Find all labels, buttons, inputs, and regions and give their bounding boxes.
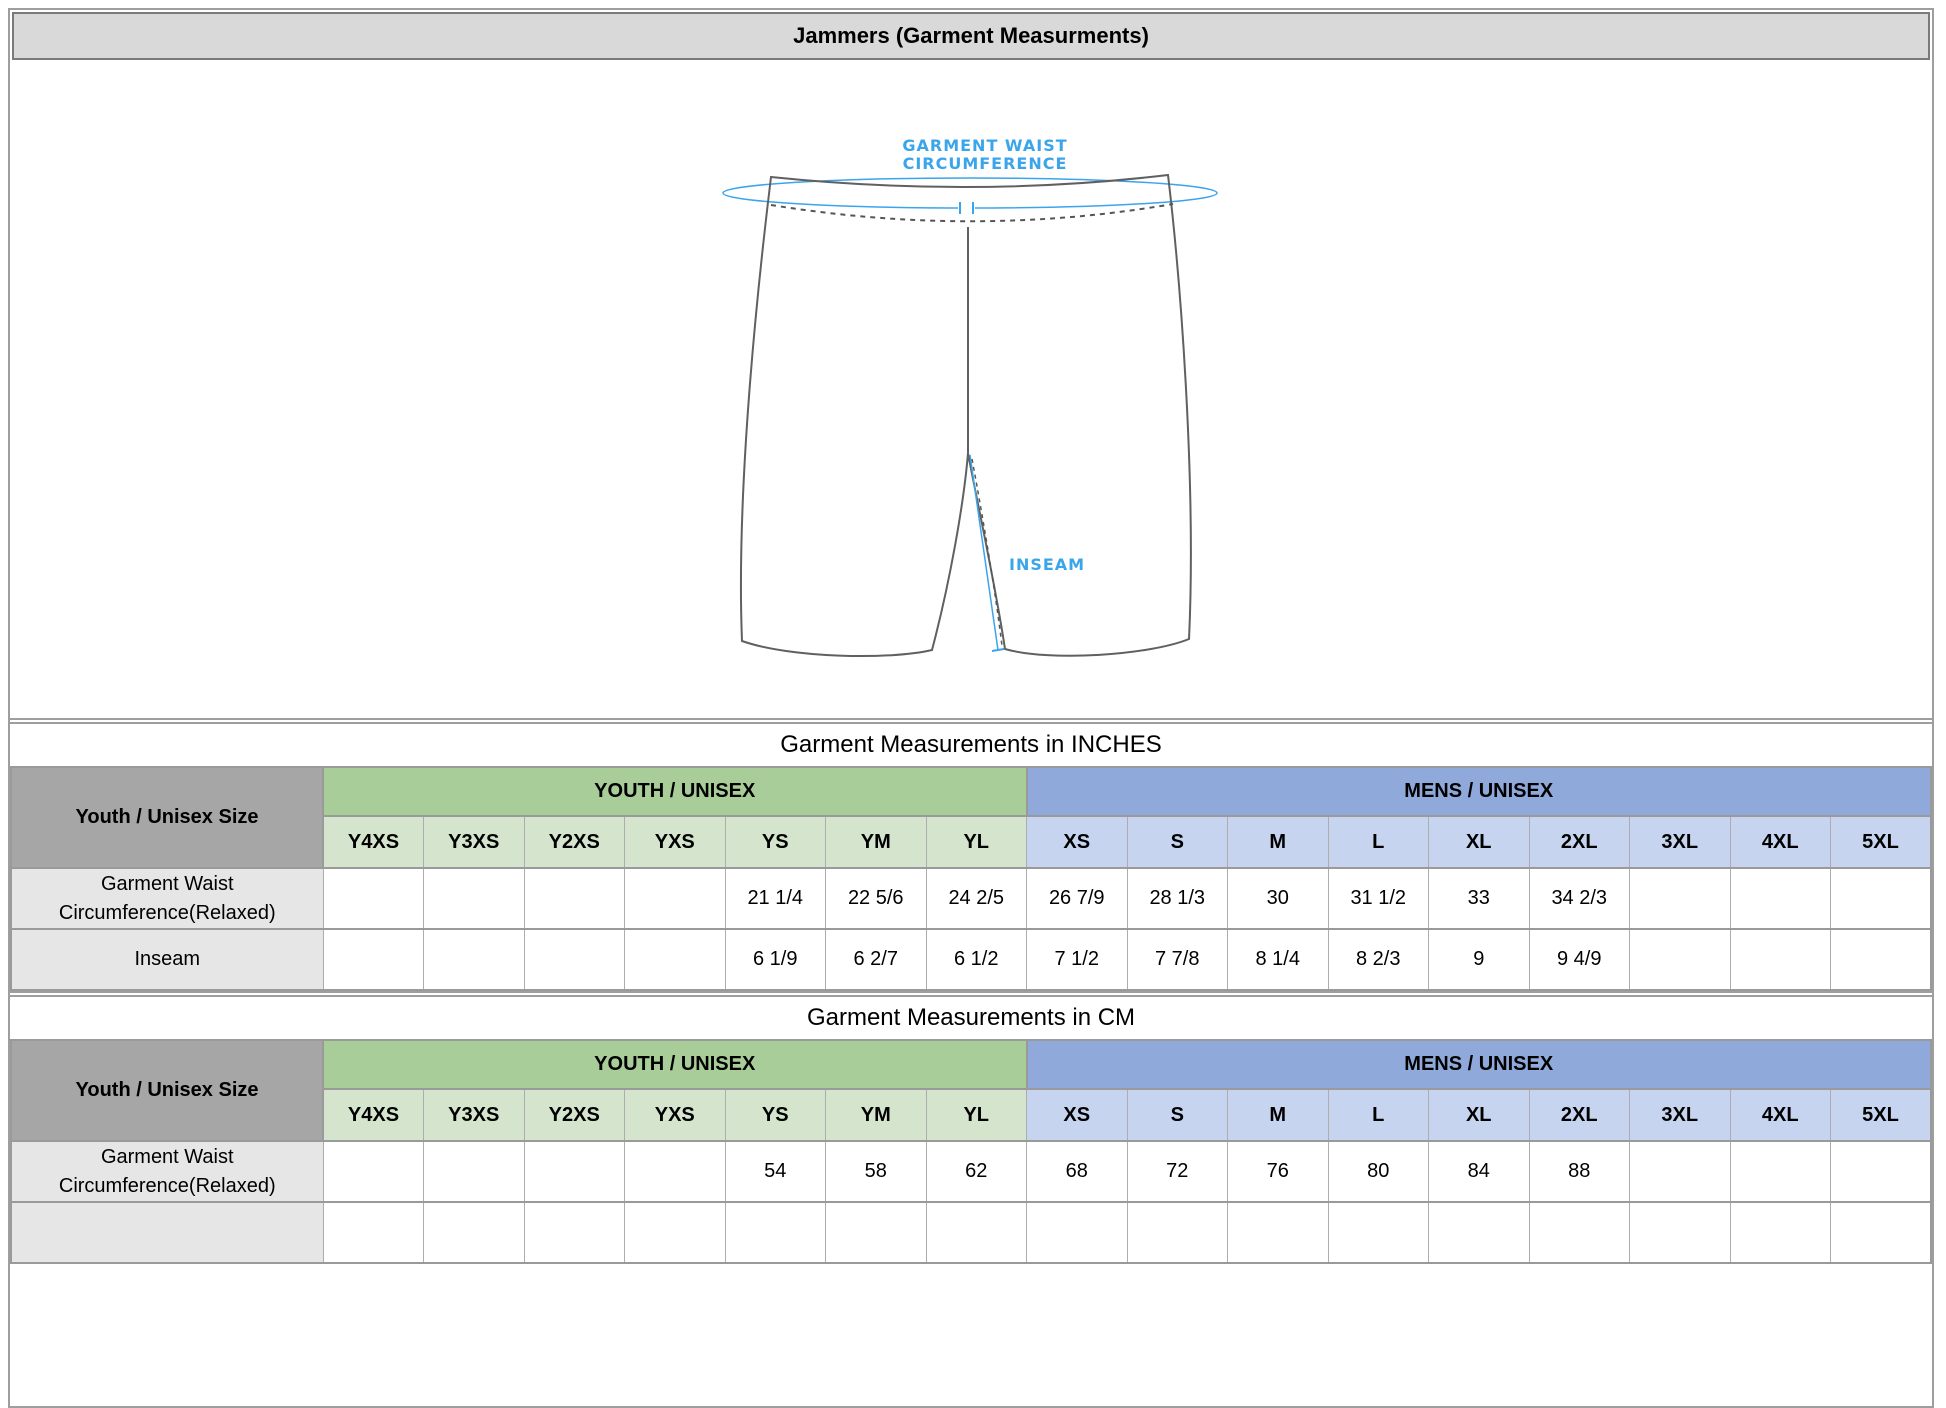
cm-group-header-row: [11, 1040, 1931, 1089]
cell: [1127, 1202, 1228, 1263]
cell: [323, 1202, 424, 1263]
cell: 33: [1429, 868, 1530, 929]
cell: [524, 929, 625, 990]
cm-mens-group-header: MENS / UNISEX: [1027, 1040, 1932, 1089]
size-header-y4xs: Y4XS: [323, 1089, 424, 1141]
cell: 54: [725, 1141, 826, 1202]
spec-sheet: [8, 8, 1934, 1408]
cell: 6 2/7: [826, 929, 927, 990]
cell: 9 4/9: [1529, 929, 1630, 990]
cell: [1228, 1202, 1329, 1263]
inches-corner-header: Youth / Unisex Size: [11, 767, 323, 868]
cell: 7 1/2: [1027, 929, 1128, 990]
cell: 6 1/2: [926, 929, 1027, 990]
size-header-ym: YM: [826, 1089, 927, 1141]
cell: [1730, 929, 1831, 990]
cell: [625, 929, 726, 990]
cell: 68: [1027, 1141, 1128, 1202]
cell: 8 2/3: [1328, 929, 1429, 990]
cell: [424, 1202, 525, 1263]
cell: 24 2/5: [926, 868, 1027, 929]
cell: [1529, 1202, 1630, 1263]
cell: 21 1/4: [725, 868, 826, 929]
cell: [1831, 929, 1932, 990]
cell: [424, 929, 525, 990]
waist-label-line1: GARMENT WAIST: [902, 136, 1068, 155]
cell: [524, 868, 625, 929]
size-header-3xl: 3XL: [1630, 1089, 1731, 1141]
cell: [1328, 1202, 1429, 1263]
cell: 31 1/2: [1328, 868, 1429, 929]
inches-section-title: Garment Measurements in INCHES: [10, 724, 1932, 766]
size-header-5xl: 5XL: [1831, 816, 1932, 868]
inches-table: [10, 766, 1932, 991]
cell: 88: [1529, 1141, 1630, 1202]
cell: [424, 1141, 525, 1202]
size-header-y2xs: Y2XS: [524, 1089, 625, 1141]
size-header-m: M: [1228, 1089, 1329, 1141]
size-header-ys: YS: [725, 1089, 826, 1141]
inches-youth-group-header: YOUTH / UNISEX: [323, 767, 1027, 816]
cell: [1630, 1202, 1731, 1263]
inches-group-header-row: [11, 767, 1931, 816]
size-header-y2xs: Y2XS: [524, 816, 625, 868]
cell: [625, 868, 726, 929]
size-header-2xl: 2XL: [1529, 1089, 1630, 1141]
cell: [1831, 1202, 1932, 1263]
cell: [725, 1202, 826, 1263]
size-header-m: M: [1228, 816, 1329, 868]
inches-waist-row: [11, 868, 1931, 929]
cell: [625, 1202, 726, 1263]
cell: [524, 1202, 625, 1263]
size-header-4xl: 4XL: [1730, 1089, 1831, 1141]
cell: [1730, 1141, 1831, 1202]
size-header-y4xs: Y4XS: [323, 816, 424, 868]
size-header-xl: XL: [1429, 816, 1530, 868]
cell: 84: [1429, 1141, 1530, 1202]
cell: [1831, 1141, 1932, 1202]
cell: [1429, 1202, 1530, 1263]
size-header-4xl: 4XL: [1730, 816, 1831, 868]
size-header-s: S: [1127, 1089, 1228, 1141]
row-label: Garment Waist Circumference(Relaxed): [11, 1141, 323, 1202]
cell: 30: [1228, 868, 1329, 929]
title-bar: [12, 12, 1930, 60]
size-header-yl: YL: [926, 816, 1027, 868]
cm-corner-header: Youth / Unisex Size: [11, 1040, 323, 1141]
inches-inseam-row: [11, 929, 1931, 990]
cell: 34 2/3: [1529, 868, 1630, 929]
jammers-diagram-svg: [10, 62, 1932, 718]
jammers-outline: [741, 175, 1191, 656]
page-title: Jammers (Garment Measurments): [793, 23, 1149, 48]
size-header-l: L: [1328, 1089, 1429, 1141]
cell: [1027, 1202, 1128, 1263]
cm-waist-row: [11, 1141, 1931, 1202]
cm-youth-group-header: YOUTH / UNISEX: [323, 1040, 1027, 1089]
size-header-ys: YS: [725, 816, 826, 868]
cell: 76: [1228, 1141, 1329, 1202]
cell: [1831, 868, 1932, 929]
inseam-measure-line: [970, 455, 998, 650]
cell: [524, 1141, 625, 1202]
cell: [323, 1141, 424, 1202]
cell: [926, 1202, 1027, 1263]
cell: [1630, 1141, 1731, 1202]
inseam-end-tick: [992, 649, 1004, 651]
size-header-3xl: 3XL: [1630, 816, 1731, 868]
row-label: Garment Waist Circumference(Relaxed): [11, 868, 323, 929]
cell: [323, 929, 424, 990]
cell: 26 7/9: [1027, 868, 1128, 929]
size-header-s: S: [1127, 816, 1228, 868]
size-header-yxs: YXS: [625, 1089, 726, 1141]
size-header-xl: XL: [1429, 1089, 1530, 1141]
size-header-l: L: [1328, 816, 1429, 868]
cm-partial-row: [11, 1202, 1931, 1263]
size-header-5xl: 5XL: [1831, 1089, 1932, 1141]
cell: 72: [1127, 1141, 1228, 1202]
cell: [1630, 868, 1731, 929]
size-header-xs: XS: [1027, 816, 1128, 868]
cell: [323, 868, 424, 929]
size-header-xs: XS: [1027, 1089, 1128, 1141]
size-header-yl: YL: [926, 1089, 1027, 1141]
size-header-y3xs: Y3XS: [424, 1089, 525, 1141]
cell: [625, 1141, 726, 1202]
cell: [1630, 929, 1731, 990]
size-header-yxs: YXS: [625, 816, 726, 868]
row-label: Inseam: [11, 929, 323, 990]
cell: [1730, 868, 1831, 929]
cell: 8 1/4: [1228, 929, 1329, 990]
size-header-2xl: 2XL: [1529, 816, 1630, 868]
garment-diagram: [10, 62, 1932, 718]
cell: [424, 868, 525, 929]
cell: 22 5/6: [826, 868, 927, 929]
size-header-y3xs: Y3XS: [424, 816, 525, 868]
inseam-label: INSEAM: [1009, 555, 1086, 574]
cell: 28 1/3: [1127, 868, 1228, 929]
cell: 62: [926, 1141, 1027, 1202]
cm-table: [10, 1039, 1932, 1264]
cell: [1730, 1202, 1831, 1263]
waist-label-line2: CIRCUMFERENCE: [902, 154, 1068, 173]
inches-mens-group-header: MENS / UNISEX: [1027, 767, 1932, 816]
cell: 7 7/8: [1127, 929, 1228, 990]
cm-section-title: Garment Measurements in CM: [10, 997, 1932, 1039]
size-header-ym: YM: [826, 816, 927, 868]
cell: 80: [1328, 1141, 1429, 1202]
cell: 9: [1429, 929, 1530, 990]
cell: 58: [826, 1141, 927, 1202]
cell: [826, 1202, 927, 1263]
row-label: [11, 1202, 323, 1263]
cell: 6 1/9: [725, 929, 826, 990]
